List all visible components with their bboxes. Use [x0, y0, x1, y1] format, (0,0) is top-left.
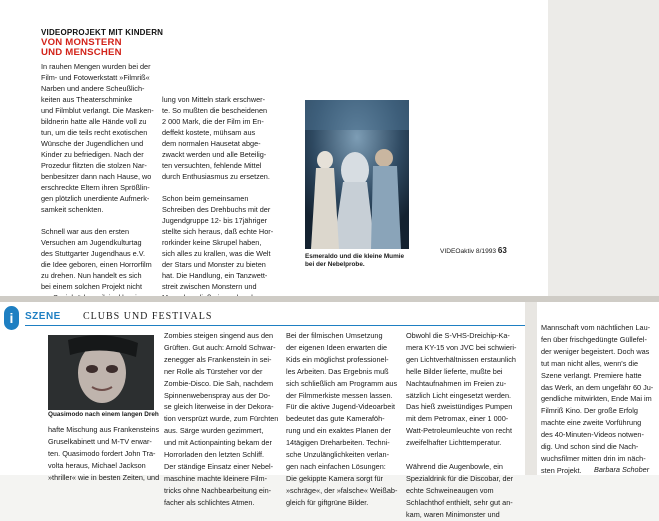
article-column-1: In rauhen Mengen wurden bei der Film- und Fotowerkstatt »Filmriß« Narben und andere Scheußlich- keiten aus Theaterschminke und Filmblut verlangt. Die Masken- bildnerin hatte alle Hände voll zu tun, um die teils recht exotischen Wünsche der Jugendlichen und Kinder zu befriedigen. Nach der Prozedur flitzten die stolzen Nar- benbesitzer dann nach Hause, wo erschreckte Eltern ihren Sprößlin- gen plötzlich unerdiente Aufmerk- samkeit schenkten. Schnell war aus den ersten Versuchen am Jugendkulturtag des Stuttgarter Jugendhaus e.V. die Idee geboren, einen Horrorfilm zu drehen. Nun handelt es sich bei einem solchen Projekt nicht [41, 62, 154, 291]
bottom-column-2: Zombies steigen singend aus den Grüften. Gut auch: Arnold Schwar- zenegger als Frankenstein in sei- ner Rolle als Türsteher vor der Zombie-Disco. Die Sah, nachdem Spinnenwebenspray aus der Do- se gleich literweise in der Dekora- tion versprüzt wurde, zum Fürchten aus. Särge wurden gezimmert, und mit Actionpainting bekam der Horrorladen den letzten Schliff. Der ständige Einsatz einer Nebel- maschine machte kleinere Film- tricks ohne Nachbearbeitung ein- facher als schlichtes Atmen. [164, 331, 279, 507]
article-column-2: lung von Mitteln stark erschwer- te. So mußten die bescheidenen 2 000 Mark, die der Film im En- deffekt kostete, mühsam aus dem normalen Hausetat abge- zwackt werden und alle Beteilig- ten versuchten, fehlende Mittel durch Enthusiasmus zu ersetzen. Schon beim gemeinsamen Schreiben des Drehbuchs mit der Jugendgruppe 12- bis 17jähriger stellte sich heraus, daß echte Hor- rorkinder keine Skrupel haben, sich alles zu krallen, was die Welt der Stars und Monster zu bieten hat. Die Handlung, ein Tanzwett- streit zwischen Monstern und [162, 95, 274, 291]
bottom-page-gap [525, 302, 537, 475]
section-rule [25, 325, 525, 326]
section-label: SZENE [25, 311, 61, 322]
article-title-line2: UND MENSCHEN [41, 47, 122, 58]
info-icon-letter: i [9, 310, 14, 326]
page-number: 63 [497, 246, 507, 255]
bottom-column-1: hafte Mischung aus Frankensteins Gruselkabinett und M-TV erwar- ten. Quasimodo fordert John Tra- volta heraus, Michael Jackson »thriller« wie in besten Zeiten, und [48, 425, 160, 482]
author-signature: Barbara Schober [594, 465, 650, 474]
section-title: CLUBS UND FESTIVALS [83, 311, 213, 322]
folio-text: VIDEOaktiv 8/1993 [440, 248, 497, 255]
bottom-column-5: Mannschaft vom nächtlichen Lau- fen über frischgedüngte Güllefel- der weniger begeistert. Doch was tut man nicht alles, wenn's die Szene verlangt. Premiere hatte das Werk, an dem ungefähr 60 Ju- gendliche mitwirkten, Ende Mai im Filmriß Kino. Der große Erfolg machte eine zweite Vorführung des 40-Minuten-Videos notwen- dig. Und schon sind die Nach- wuchsfilmer mitten drin im näch- sten Projekt. [541, 323, 654, 475]
article-kicker: VIDEOPROJEKT MIT KINDERN [41, 28, 164, 37]
bottom-column-4: Obwohl die S-VHS-Dreichip-Ka- mera KY-15 von JVC bei schwieri- gen Lichtverhältnissen erstaunlich helle Bilder lieferte, mußte bei Nachtaufnahmen im Freien zu- sätzlich Licht eingesetzt werden. Das hieß zweistündiges Pumpen mit dem Petromax, einer 1 000- Watt-Petroleumleuchte von recht zweifelhafter Lichttemperatur. Während die Augenbowle, ein Spezialdrink für die Discobar, der echte Schweineaugen vom Schlachthof enthielt, sehr gut an- kam, waren Minimonster und [406, 331, 517, 519]
photo-caption-top: Esmeraldo und die kleine Mumie bei der Nebelprobe. [305, 253, 405, 268]
bottom-column-3: Bei der filmischen Umsetzung der eigenen Ideen erwarten die Kids ein möglichst professionel- les Arbeiten. Das Ergebnis muß sich schließlich am Programm aus der Filmmerkiste messen lassen. Für die aktive Jugend-Videoarbeit bedeutet das gute Kameraföh- rung und ein exaktes Planen der 14tägigen Dreharbeiten. Techni- sche Unzulänglichkeiten verlan- gen nach einfachen Lösungen: Die gekippte Kamera sorgt für »schräge«, der »falsche« Weißab- gleich für giftgrüne Bilder. [286, 331, 398, 507]
quasimodo-photo [48, 335, 154, 410]
page-folio [440, 246, 507, 255]
page-gutter-right [548, 0, 659, 296]
esmeraldo-mummy-photo [305, 100, 409, 249]
article-title-line1: VON MONSTERN [41, 37, 122, 48]
info-icon [4, 306, 19, 330]
photo-caption-bottom: Quasimodo nach einem langen Dreh [48, 411, 159, 418]
